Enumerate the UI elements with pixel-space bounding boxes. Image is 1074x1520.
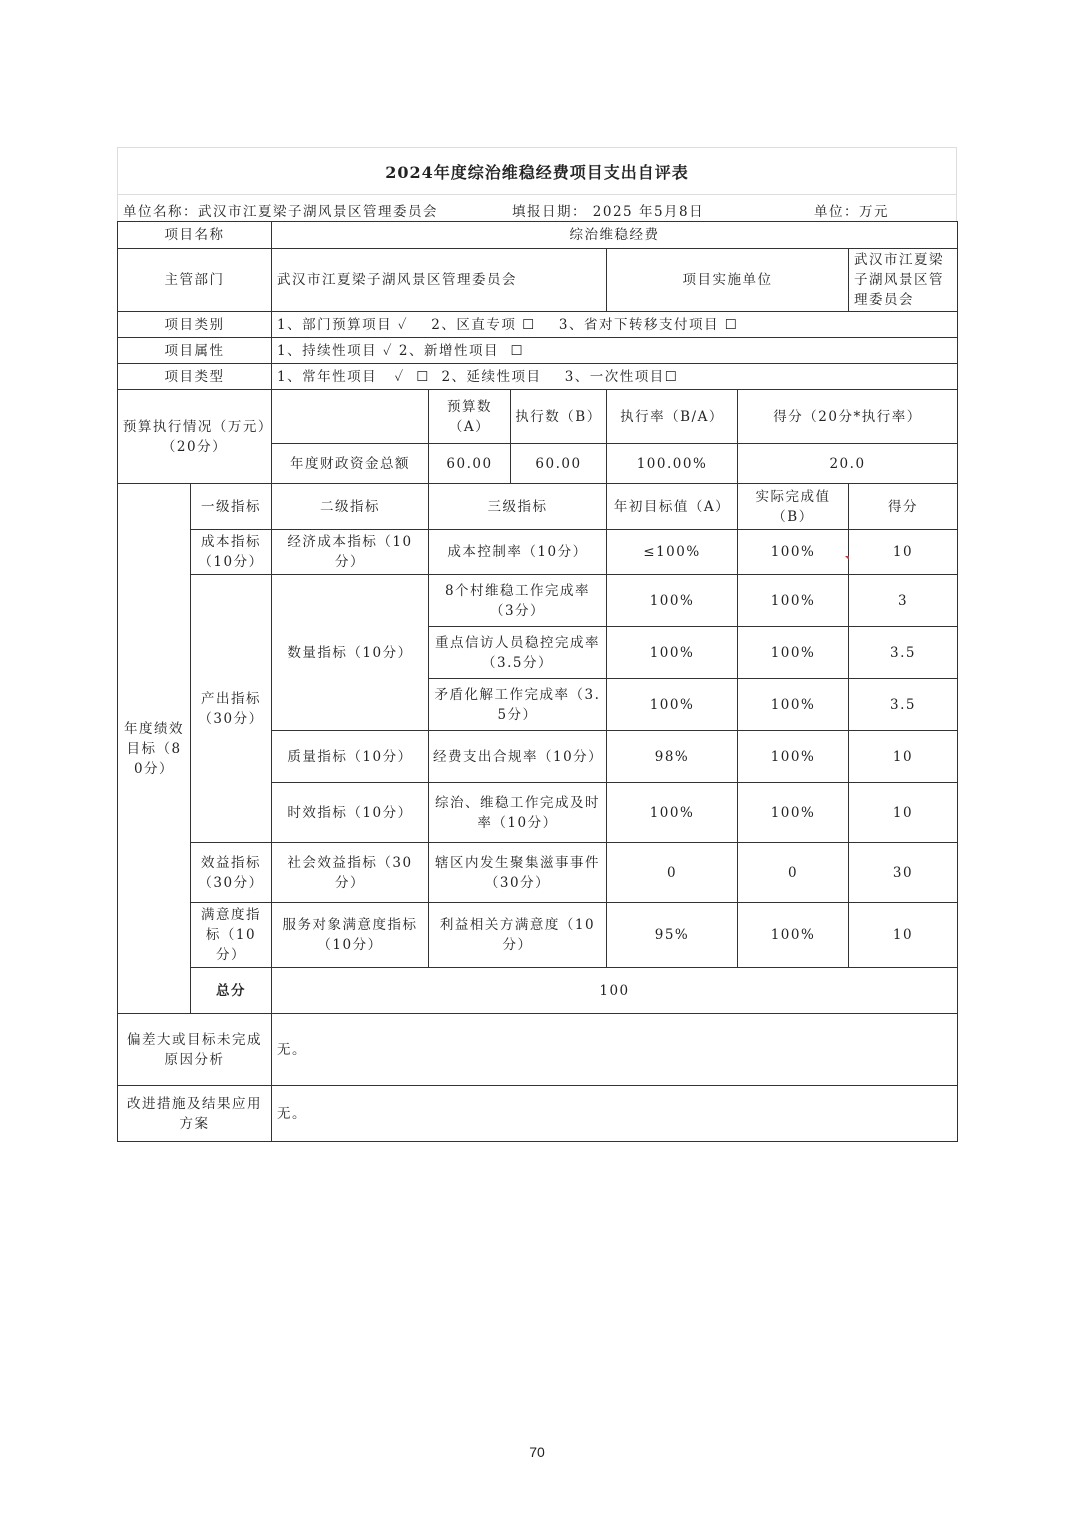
form-title: 2024年度综治维稳经费项目支出自评表 xyxy=(385,162,689,182)
row-dept xyxy=(118,249,958,312)
score-cell: 3.5 xyxy=(849,627,958,679)
actual-cell: 100% xyxy=(738,903,849,968)
l1-benefit: 效益指标（30分） xyxy=(191,843,272,903)
row-category xyxy=(118,312,958,338)
budget-b: 60.00 xyxy=(511,444,607,484)
score-cell: 30 xyxy=(849,843,958,903)
budget-col-a: 预算数（A） xyxy=(429,390,511,444)
target-cell: 95% xyxy=(607,903,738,968)
red-corner-mark xyxy=(845,556,849,560)
budget-row-label: 年度财政资金总额 xyxy=(272,444,429,484)
score-cell: 10 xyxy=(849,731,958,783)
main-table xyxy=(117,221,958,1142)
category-value: 1、部门预算项目 ✓ 2、区直专项 ☐ 3、省对下转移支付项目 ☐ xyxy=(272,312,958,338)
page-number: 70 xyxy=(529,1444,545,1460)
header-l2: 二级指标 xyxy=(272,484,429,530)
evaluation-form xyxy=(117,147,957,1142)
target-cell: 0 xyxy=(607,843,738,903)
actual-cell: 100% xyxy=(738,783,849,843)
budget-col-b: 执行数（B） xyxy=(511,390,607,444)
score-cell: 3.5 xyxy=(849,679,958,731)
l3-cell: 矛盾化解工作完成率（3.5分） xyxy=(429,679,607,731)
header-score: 得分 xyxy=(849,484,958,530)
score-cell: 10 xyxy=(849,903,958,968)
l2-timeliness: 时效指标（10分） xyxy=(272,783,429,843)
impl-label: 项目实施单位 xyxy=(607,249,849,312)
improve-label: 改进措施及结果应用方案 xyxy=(118,1086,272,1142)
project-name-value: 综治维稳经费 xyxy=(272,222,958,249)
meta-row xyxy=(117,194,957,221)
total-value: 100 xyxy=(272,968,958,1014)
unit-name: 单位名称：武汉市江夏梁子湖风景区管理委员会 xyxy=(123,204,438,220)
project-name-label: 项目名称 xyxy=(118,222,272,249)
dept-label: 主管部门 xyxy=(118,249,272,312)
attribute-label: 项目属性 xyxy=(118,338,272,364)
budget-a: 60.00 xyxy=(429,444,511,484)
l2-social: 社会效益指标（30分） xyxy=(272,843,429,903)
l2-quantity: 数量指标（10分） xyxy=(272,575,429,731)
budget-col-score: 得分（20分*执行率） xyxy=(738,390,958,444)
dept-value: 武汉市江夏梁子湖风景区管理委员会 xyxy=(272,249,607,312)
l1-satisfaction: 满意度指标（10分） xyxy=(191,903,272,968)
target-cell: 100% xyxy=(607,679,738,731)
header-l1: 一级指标 xyxy=(191,484,272,530)
l3-cell: 8个村维稳工作完成率（3分） xyxy=(429,575,607,627)
target-cell: 98% xyxy=(607,731,738,783)
budget-score: 20.0 xyxy=(738,444,958,484)
total-label: 总分 xyxy=(191,968,272,1014)
type-value: 1、常年性项目 ✓ ☐ 2、延续性项目 3、一次性项目☐ xyxy=(272,364,958,390)
actual-cell: 100% xyxy=(738,731,849,783)
title-row xyxy=(117,147,957,194)
l3-cell: 经费支出合规率（10分） xyxy=(429,731,607,783)
l3-cell: 综治、维稳工作完成及时率（10分） xyxy=(429,783,607,843)
score-cell: 3 xyxy=(849,575,958,627)
attribute-value: 1、持续性项目 ✓ 2、新增性项目 ☐ xyxy=(272,338,958,364)
header-l3: 三级指标 xyxy=(429,484,607,530)
actual-cell: 100% xyxy=(738,575,849,627)
impl-value: 武汉市江夏梁子湖风景区管理委员会 xyxy=(849,249,958,312)
l1-cost: 成本指标（10分） xyxy=(191,530,272,575)
header-actual: 实际完成值（B） xyxy=(738,484,849,530)
actual-cell: 100% xyxy=(738,627,849,679)
l1-output: 产出指标（30分） xyxy=(191,575,272,843)
deviation-label: 偏差大或目标未完成原因分析 xyxy=(118,1014,272,1086)
row-attribute xyxy=(118,338,958,364)
l2-cost: 经济成本指标（10分） xyxy=(272,530,429,575)
table-row xyxy=(118,530,958,575)
row-type xyxy=(118,364,958,390)
perf-section-label: 年度绩效目标（80分） xyxy=(118,484,191,1014)
header-target: 年初目标值（A） xyxy=(607,484,738,530)
target-cell: 100% xyxy=(607,783,738,843)
target-cell: 100% xyxy=(607,575,738,627)
target-cell: 100% xyxy=(607,627,738,679)
budget-empty-cell xyxy=(272,390,429,444)
currency-unit: 单位：万元 xyxy=(814,204,889,220)
l2-service: 服务对象满意度指标（10分） xyxy=(272,903,429,968)
budget-col-rate: 执行率（B/A） xyxy=(607,390,738,444)
table-row xyxy=(118,575,958,627)
l2-quality: 质量指标（10分） xyxy=(272,731,429,783)
score-cell: 10 xyxy=(849,530,958,575)
l3-cell: 重点信访人员稳控完成率（3.5分） xyxy=(429,627,607,679)
type-label: 项目类型 xyxy=(118,364,272,390)
actual-cell: 0 xyxy=(738,843,849,903)
category-label: 项目类别 xyxy=(118,312,272,338)
row-perf-header xyxy=(118,484,958,530)
deviation-value: 无。 xyxy=(272,1014,958,1086)
budget-rate: 100.00% xyxy=(607,444,738,484)
target-cell: ≤100% xyxy=(607,530,738,575)
actual-cell: 100% xyxy=(738,679,849,731)
row-total xyxy=(118,968,958,1014)
l3-cell: 利益相关方满意度（10分） xyxy=(429,903,607,968)
improve-value: 无。 xyxy=(272,1086,958,1142)
row-project-name xyxy=(118,222,958,249)
score-cell: 10 xyxy=(849,783,958,843)
l3-cell: 成本控制率（10分） xyxy=(429,530,607,575)
fill-date: 填报日期： 2025 年5月8日 xyxy=(512,204,705,220)
row-deviation xyxy=(118,1014,958,1086)
table-row xyxy=(118,843,958,903)
actual-cell: 100% xyxy=(738,530,849,575)
row-improve xyxy=(118,1086,958,1142)
l3-cell: 辖区内发生聚集滋事事件（30分） xyxy=(429,843,607,903)
table-row xyxy=(118,903,958,968)
budget-label: 预算执行情况（万元）（20分） xyxy=(118,390,272,484)
row-budget-header xyxy=(118,390,958,444)
